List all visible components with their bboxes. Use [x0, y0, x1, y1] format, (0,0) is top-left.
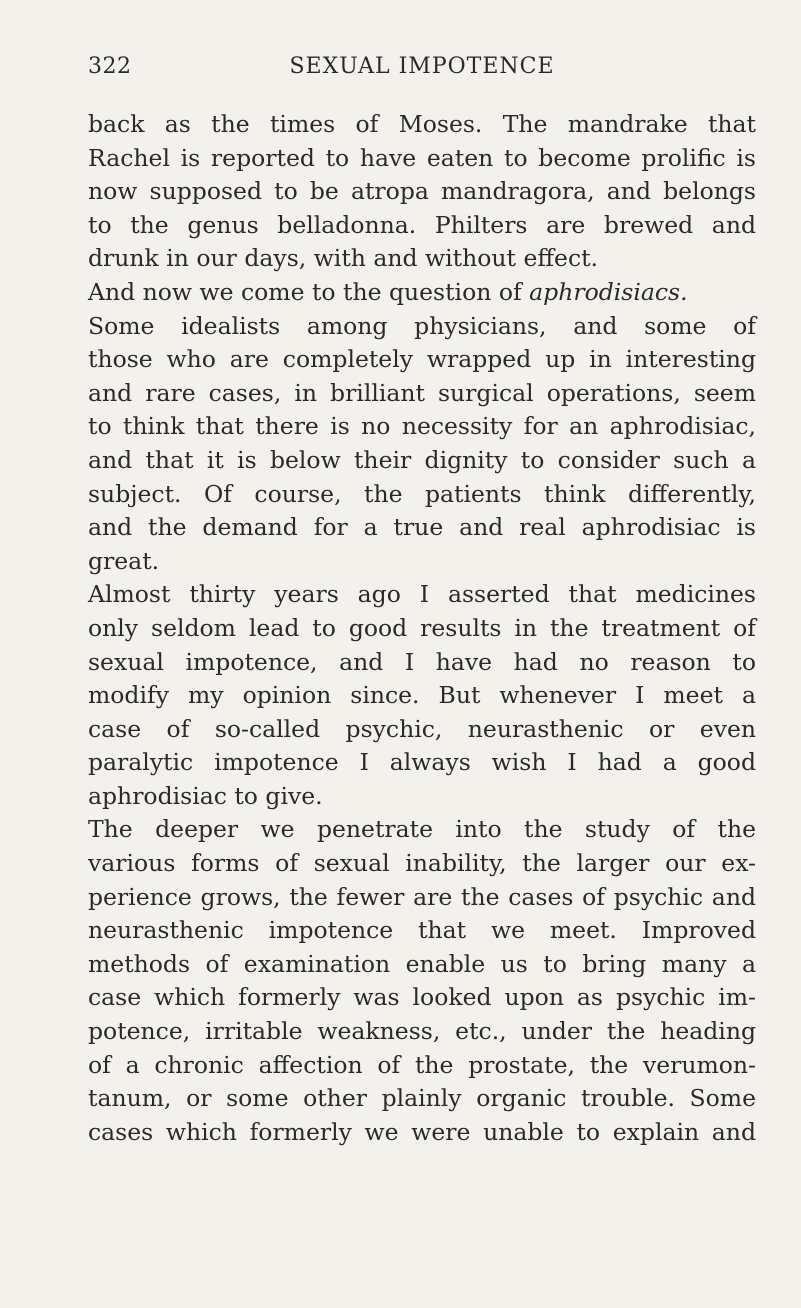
- text-line: [88, 108, 756, 142]
- text-line: [88, 377, 756, 411]
- text-line-content: potence, irritable weakness, etc., under the heading: [88, 1017, 756, 1046]
- text-line: [88, 881, 756, 915]
- text-line-content: Some idealists among physicians, and some of: [88, 311, 756, 340]
- text-line-content: paralytic impotence I always wish I had a good: [88, 748, 756, 777]
- text-line: [88, 713, 756, 747]
- text-line: [88, 545, 756, 579]
- text-line: [88, 1049, 756, 1083]
- text-line-content: aphrodisiac to give.: [88, 781, 323, 810]
- text-line: [88, 646, 756, 680]
- page-number: 322: [88, 54, 132, 79]
- text-line: [88, 209, 756, 243]
- text-line-content: Almost thirty years ago I asserted that medicines: [88, 580, 756, 609]
- text-line: [88, 478, 756, 512]
- text-line: [88, 175, 756, 209]
- text-line-content: drunk in our days, with and without effect.: [88, 244, 599, 273]
- text-line-content: of a chronic affection of the prostate, the verumon-: [88, 1050, 756, 1079]
- text-line-content: only seldom lead to good results in the treatment of: [88, 613, 756, 642]
- text-line-content: various forms of sexual inability, the larger our ex-: [88, 849, 756, 878]
- text-line: [88, 276, 756, 310]
- text-line: [88, 780, 756, 814]
- text-line-content: and that it is below their dignity to consider such a: [88, 445, 756, 474]
- text-line: [88, 310, 756, 344]
- text-line-content: case of so-called psychic, neurasthenic or even: [88, 714, 756, 743]
- text-line: [88, 1082, 756, 1116]
- text-line-content: those who are completely wrapped up in interesting: [88, 345, 756, 374]
- text-line: [88, 981, 756, 1015]
- text-line: [88, 914, 756, 948]
- text-line-content: to the genus belladonna. Philters are brewed and: [88, 210, 756, 239]
- text-line-content: back as the times of Moses. The mandrake that: [88, 110, 756, 138]
- text-line: [88, 948, 756, 982]
- running-head: [88, 54, 756, 90]
- text-line-content: perience grows, the fewer are the cases of psychic and: [88, 882, 756, 911]
- text-line: [88, 746, 756, 780]
- text-line: [88, 242, 756, 276]
- text-line: [88, 444, 756, 478]
- text-line-content: great.: [88, 546, 160, 575]
- text-line-content: cases which formerly we were unable to explain and: [88, 1117, 756, 1146]
- text-line-content: neurasthenic impotence that we meet. Improved: [88, 916, 756, 945]
- text-line-content: And now we come to the question of: [88, 277, 530, 306]
- body-text: [88, 108, 756, 1149]
- text-line-content: tanum, or some other plainly organic trouble. Some: [88, 1084, 756, 1113]
- text-line-content: and the demand for a true and real aphrodisiac is: [88, 513, 756, 542]
- header-title: SEXUAL IMPOTENCE: [289, 54, 555, 79]
- text-line: [88, 511, 756, 545]
- text-line: [88, 612, 756, 646]
- italic-term: aphrodisiacs.: [529, 277, 688, 306]
- text-line-content: case which formerly was looked upon as psychic im-: [88, 983, 756, 1012]
- text-line-content: modify my opinion since. But whenever I meet a: [88, 681, 756, 710]
- text-line-content: methods of examination enable us to bring many a: [88, 949, 756, 978]
- text-line: [88, 410, 756, 444]
- text-line-content: subject. Of course, the patients think differently,: [88, 479, 756, 508]
- text-line-content: to think that there is no necessity for an aphrodisiac,: [88, 412, 756, 441]
- text-line: [88, 847, 756, 881]
- text-line: [88, 142, 756, 176]
- text-line-content: and rare cases, in brilliant surgical operations, seem: [88, 378, 756, 407]
- text-line: [88, 1015, 756, 1049]
- text-line: [88, 813, 756, 847]
- text-line: [88, 578, 756, 612]
- text-line: [88, 343, 756, 377]
- text-line-content: sexual impotence, and I have had no reason to: [88, 647, 756, 676]
- text-line: [88, 679, 756, 713]
- text-line: [88, 1116, 756, 1150]
- text-line-content: Rachel is reported to have eaten to become prolific is: [88, 143, 756, 172]
- text-line-content: The deeper we penetrate into the study of the: [88, 815, 756, 844]
- text-line-content: now supposed to be atropa mandragora, and belongs: [88, 177, 756, 206]
